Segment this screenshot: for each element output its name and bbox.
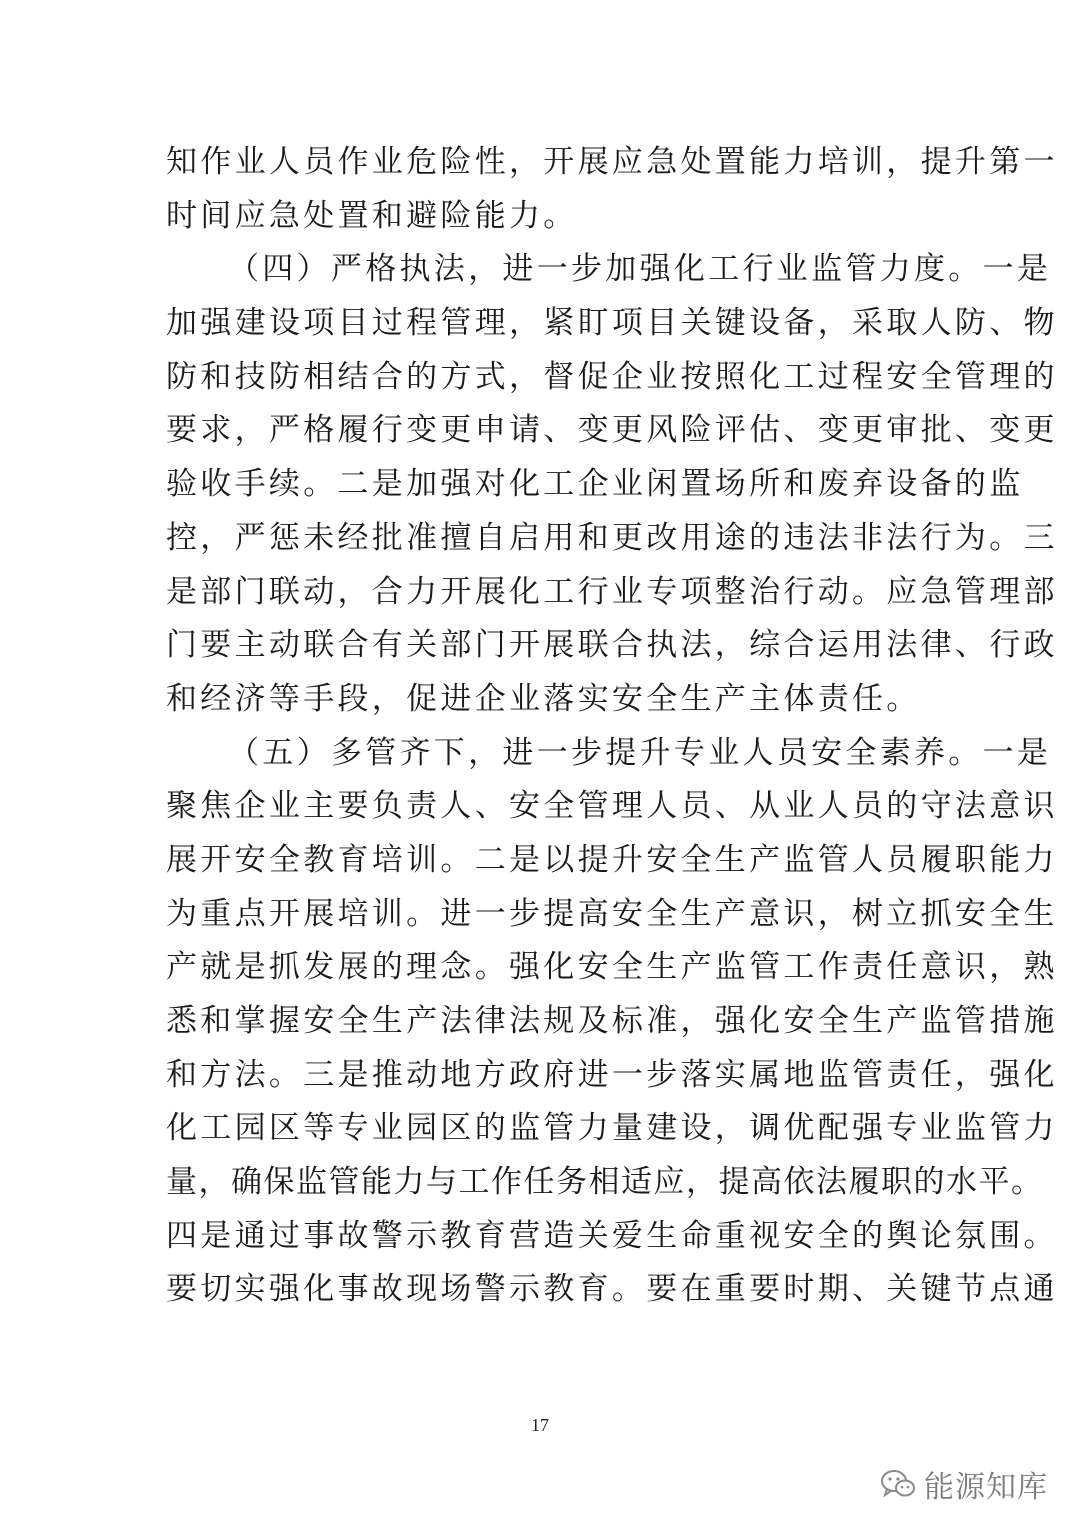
body-text xyxy=(166,136,1058,1317)
text-line: 防和技防相结合的方式，督促企业按照化工过程安全管理的 xyxy=(166,358,1058,395)
text-line: 展开安全教育培训。二是以提升安全生产监管人员履职能力 xyxy=(166,841,1058,878)
section-heading-line: （五）多管齐下，进一步提升专业人员安全素养。一是 xyxy=(228,734,1052,771)
wechat-icon xyxy=(880,1469,916,1499)
text-line: 知作业人员作业危险性，开展应急处置能力培训，提升第一 xyxy=(166,144,1058,180)
text-line: 产就是抓发展的理念。强化安全生产监管工作责任意识，熟 xyxy=(166,949,1058,986)
watermark-text: 能源知库 xyxy=(924,1470,1048,1505)
text-line: 门要主动联合有关部门开展联合执法，综合运用法律、行政 xyxy=(166,627,1058,664)
page-number: 17 xyxy=(531,1415,549,1435)
text-line: 和经济等手段，促进企业落实安全生产主体责任。 xyxy=(166,680,921,717)
text-line: 悉和掌握安全生产法律法规及标准，强化安全生产监管措施 xyxy=(166,1003,1058,1039)
text-line: 量，确保监管能力与工作任务相适应，提高依法履职的水平。 xyxy=(166,1164,1044,1201)
text-line: 和方法。三是推动地方政府进一步落实属地监管责任，强化 xyxy=(166,1056,1058,1093)
text-line: 加强建设项目过程管理，紧盯项目关键设备，采取人防、物 xyxy=(166,305,1058,342)
text-line: 要求，严格履行变更申请、变更风险评估、变更审批、变更 xyxy=(166,412,1058,449)
text-line: 是部门联动，合力开展化工行业专项整治行动。应急管理部 xyxy=(166,573,1058,610)
text-line: 四是通过事故警示教育营造关爱生命重视安全的舆论氛围。 xyxy=(166,1217,1058,1254)
text-line: 控，严惩未经批准擅自启用和更改用途的违法非法行为。三 xyxy=(166,519,1058,556)
text-line: 要切实强化事故现场警示教育。要在重要时期、关键节点通 xyxy=(166,1271,1058,1308)
text-line: 聚焦企业主要负责人、安全管理人员、从业人员的守法意识 xyxy=(166,788,1058,825)
text-line: 化工园区等专业园区的监管力量建设，调优配强专业监管力 xyxy=(166,1110,1058,1147)
text-line: 时间应急处置和避险能力。 xyxy=(166,197,578,234)
section-heading-line: （四）严格执法，进一步加强化工行业监管力度。一是 xyxy=(228,251,1052,288)
watermark xyxy=(880,1462,1048,1506)
text-line: 验收手续。二是加强对化工企业闲置场所和废弃设备的监 xyxy=(166,466,1024,503)
text-line: 为重点开展培训。进一步提高安全生产意识，树立抓安全生 xyxy=(166,895,1058,932)
